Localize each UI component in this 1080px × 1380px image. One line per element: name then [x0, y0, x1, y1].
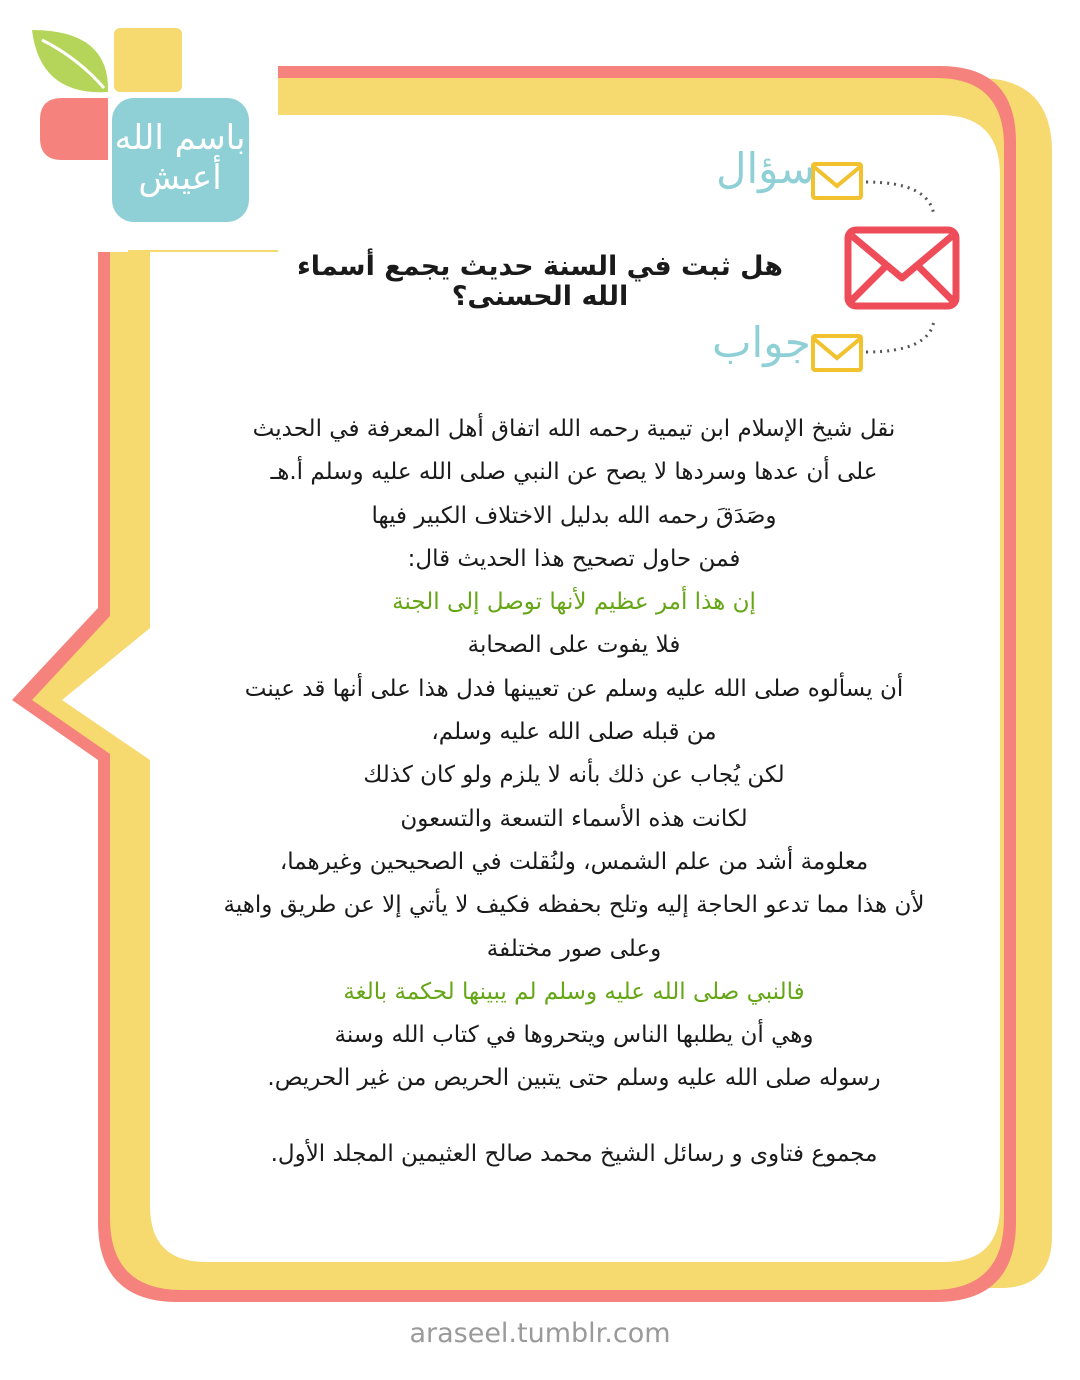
- logo-line-2: أعيش: [138, 158, 222, 198]
- spacer: [170, 1101, 978, 1133]
- answer-line: رسوله صلى الله عليه وسلم حتى يتبين الحريص من غير الحريص.: [267, 1065, 881, 1092]
- answer-line-highlight: فالنبي صلى الله عليه وسلم لم يبينها لحكمة بالغة: [343, 978, 805, 1005]
- answer-body: [170, 408, 978, 1176]
- logo-pink-leaf-icon: [40, 98, 108, 160]
- logo-line-1: باسم الله: [114, 118, 246, 158]
- logo-yellow-leaf-icon: [114, 28, 182, 92]
- source-citation: مجموع فتاوى و رسائل الشيخ محمد صالح العثيمين المجلد الأول.: [270, 1140, 878, 1167]
- answer-line: على أن عدها وسردها لا يصح عن النبي صلى الله عليه وسلم أ.هـ: [270, 459, 878, 486]
- answer-line: معلومة أشد من علم الشمس، ولنُقلت في الصحيحين وغيرهما،: [279, 848, 869, 875]
- answer-line: وعلى صور مختلفة: [486, 935, 662, 962]
- answer-line: أن يسألوه صلى الله عليه وسلم عن تعيينها فدل هذا على أنها قد عينت: [244, 675, 904, 702]
- question-heading: هل ثبت في السنة حديث يجمع أسماء الله الحسنى؟: [297, 251, 783, 312]
- answer-line: وصَدَقَ رحمه الله بدليل الاختلاف الكبير فيها: [371, 502, 777, 529]
- footer-url: araseel.tumblr.com: [409, 1318, 671, 1349]
- answer-label: جواب: [712, 318, 811, 367]
- answer-line: فلا يفوت على الصحابة: [467, 632, 681, 659]
- envelope-small-top-icon: [813, 164, 861, 198]
- answer-line: فمن حاول تصحيح هذا الحديث قال:: [407, 545, 741, 572]
- question-label: سؤال: [716, 144, 816, 193]
- answer-line: وهي أن يطلبها الناس ويتحروها في كتاب الله وسنة: [334, 1022, 814, 1049]
- envelope-small-bottom-icon: [813, 336, 861, 370]
- answer-line: من قبله صلى الله عليه وسلم،: [431, 719, 717, 746]
- answer-line-highlight: إن هذا أمر عظيم لأنها توصل إلى الجنة: [392, 589, 756, 616]
- answer-line: نقل شيخ الإسلام ابن تيمية رحمه الله اتفاق أهل المعرفة في الحديث: [252, 416, 896, 442]
- answer-line: لكانت هذه الأسماء التسعة والتسعون: [400, 805, 748, 832]
- logo-text: [112, 118, 248, 198]
- envelope-large-icon: [848, 230, 956, 306]
- answer-line: لكن يُجاب عن ذلك بأنه لا يلزم ولو كان كذلك: [363, 762, 785, 789]
- answer-line: لأن هذا مما تدعو الحاجة إليه وتلح بحفظه فكيف لا يأتي إلا عن طريق واهية: [223, 892, 925, 919]
